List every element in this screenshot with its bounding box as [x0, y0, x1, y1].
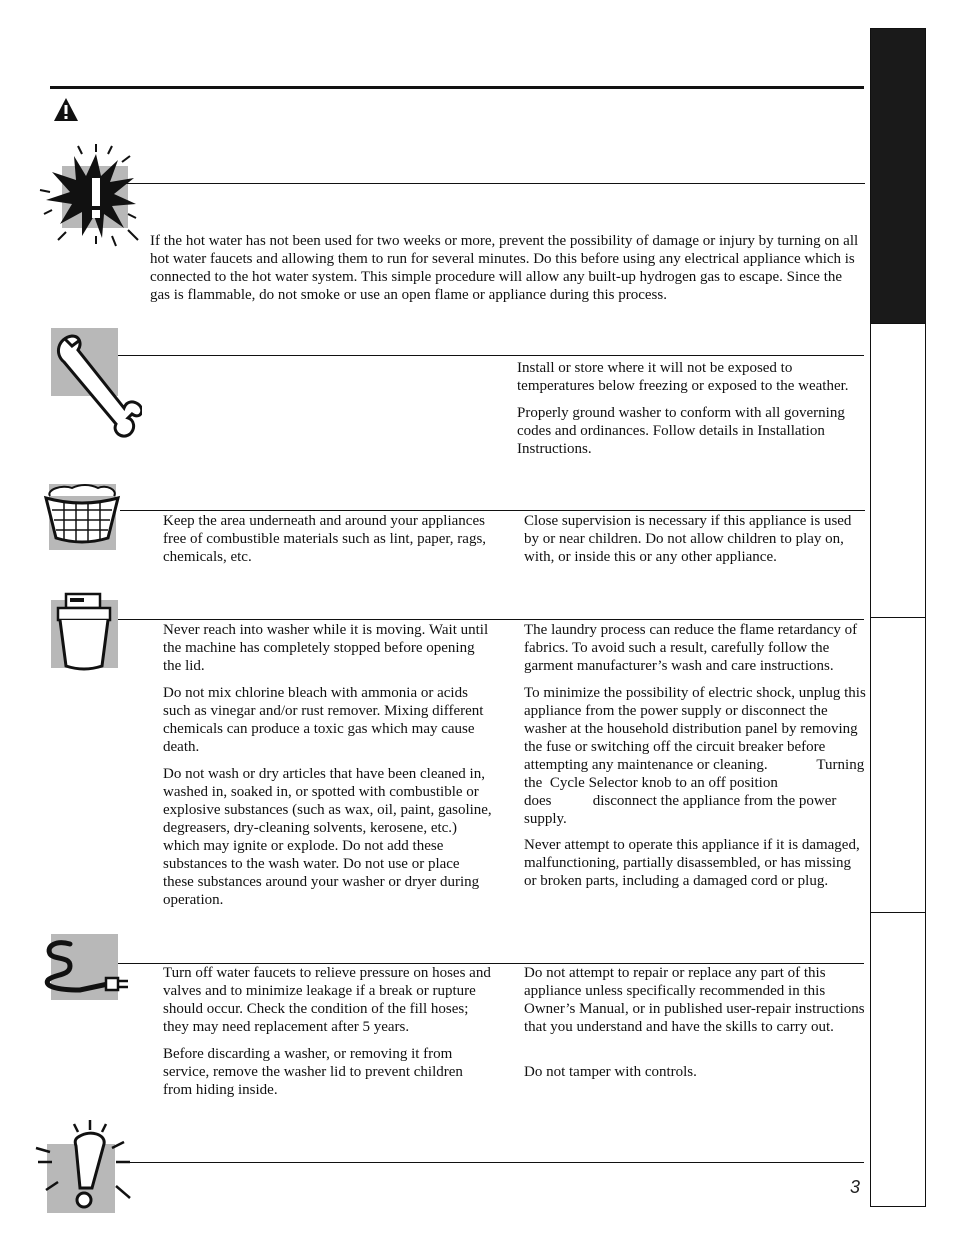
use-text-left-2: Do not mix chlorine bleach with ammonia or acids such as vinegar and/or rust remover. Mixing different chemicals can produce a toxic gas which may cause death. — [163, 685, 484, 755]
tab-section-3 — [870, 617, 926, 913]
use-text-left-3: Do not wash or dry articles that have been cleaned in, washed in, soaked in, or spotted with combustible or explosive substances (such as wax, oil, paint, gasoline, degreasers, dry-cleaning solvents, kerosene, etc.) which may ignite or explode. Do not add these substances to the wash water. Do not use or place these substances around your washer or dryer during operation. — [163, 766, 492, 908]
care-text-right-1: Do not attempt to repair or replace any part of this appliance unless specifically recommended in this Owner’s Manual, or in published user-repair instructions that you understand and have the skills to carry out. — [524, 965, 865, 1035]
rule-area — [120, 510, 865, 511]
care-text-left-2: Before discarding a washer, or removing it from service, remove the washer lid to prevent children from hiding inside. — [163, 1046, 463, 1098]
laundry-basket-icon — [42, 482, 122, 548]
exclamation-bulb-icon — [32, 1118, 136, 1214]
tab-safety — [870, 28, 926, 324]
use-text-right-2 — [524, 684, 866, 828]
washer-icon — [54, 592, 114, 672]
hose-plug-icon — [40, 936, 132, 1000]
page-number: 3 — [849, 1177, 860, 1197]
hydrogen-warning-text: If the hot water has not been used for two weeks or more, prevent the possibility of damage or injury by turning on all hot water faucets and allowing them to run for several minutes. Do this before using any electrical appliance which is connected to the hot water system. This simple procedure will allow any built-up hydrogen gas to escape. Since the gas is flammable, do not smoke or use an open flame or appliance during this process. — [150, 233, 859, 303]
exclamation-burst-icon — [38, 142, 142, 248]
area-text-right: Close supervision is necessary if this appliance is used by or near children. Do not allow children to play on, with, or inside this or any other appliance. — [524, 513, 852, 565]
rule-use — [118, 619, 864, 620]
care-text-right-2: Do not tamper with controls. — [524, 1064, 697, 1080]
tab-section-4 — [870, 912, 926, 1207]
rule-hydrogen — [120, 183, 865, 184]
use-text-right-3: Never attempt to operate this appliance if it is damaged, malfunctioning, partially disassembled, or has missing or broken parts, including a damaged cord or plug. — [524, 837, 860, 889]
install-text-2: Properly ground washer to conform with all governing codes and ordinances. Follow details in Installation Instructions. — [517, 405, 845, 457]
use-text-right-2a: To minimize the possibility of electric shock, unplug this appliance from the power supply or disconnect the washer at the household distribution panel by removing the fuse or switching off the circuit breaker before attempting any maintenance or cleaning. — [524, 685, 866, 773]
use-text-right-2c: Cycle Selector knob to an off position does — [524, 775, 778, 809]
use-text-right-2d: disconnect the appliance from the power supply. — [524, 793, 837, 827]
tab-section-2 — [870, 323, 926, 618]
rule-bottom — [118, 1162, 864, 1163]
area-text-left: Keep the area underneath and around your appliances free of combustible materials such as lint, paper, rags, chemicals, etc. — [163, 513, 487, 565]
install-text-1: Install or store where it will not be exposed to temperatures below freezing or exposed to the weather. — [517, 360, 849, 394]
care-text-left-1: Turn off water faucets to relieve pressure on hoses and valves and to minimize leakage if a break or rupture should occur. Check the condition of the fill hoses; they may need replacement after 5 years. — [163, 965, 491, 1035]
top-rule — [50, 86, 864, 89]
use-text-right-1: The laundry process can reduce the flame retardancy of fabrics. To avoid such a result, carefully follow the garment manufacturer’s wash and care instructions. — [524, 622, 858, 674]
use-text-right-2b: Turning the — [524, 757, 865, 791]
warning-triangle-icon — [52, 96, 80, 124]
wrench-icon — [50, 328, 142, 440]
rule-install — [118, 355, 864, 356]
use-text-left-1: Never reach into washer while it is moving. Wait until the machine has completely stopped before opening the lid. — [163, 622, 489, 674]
